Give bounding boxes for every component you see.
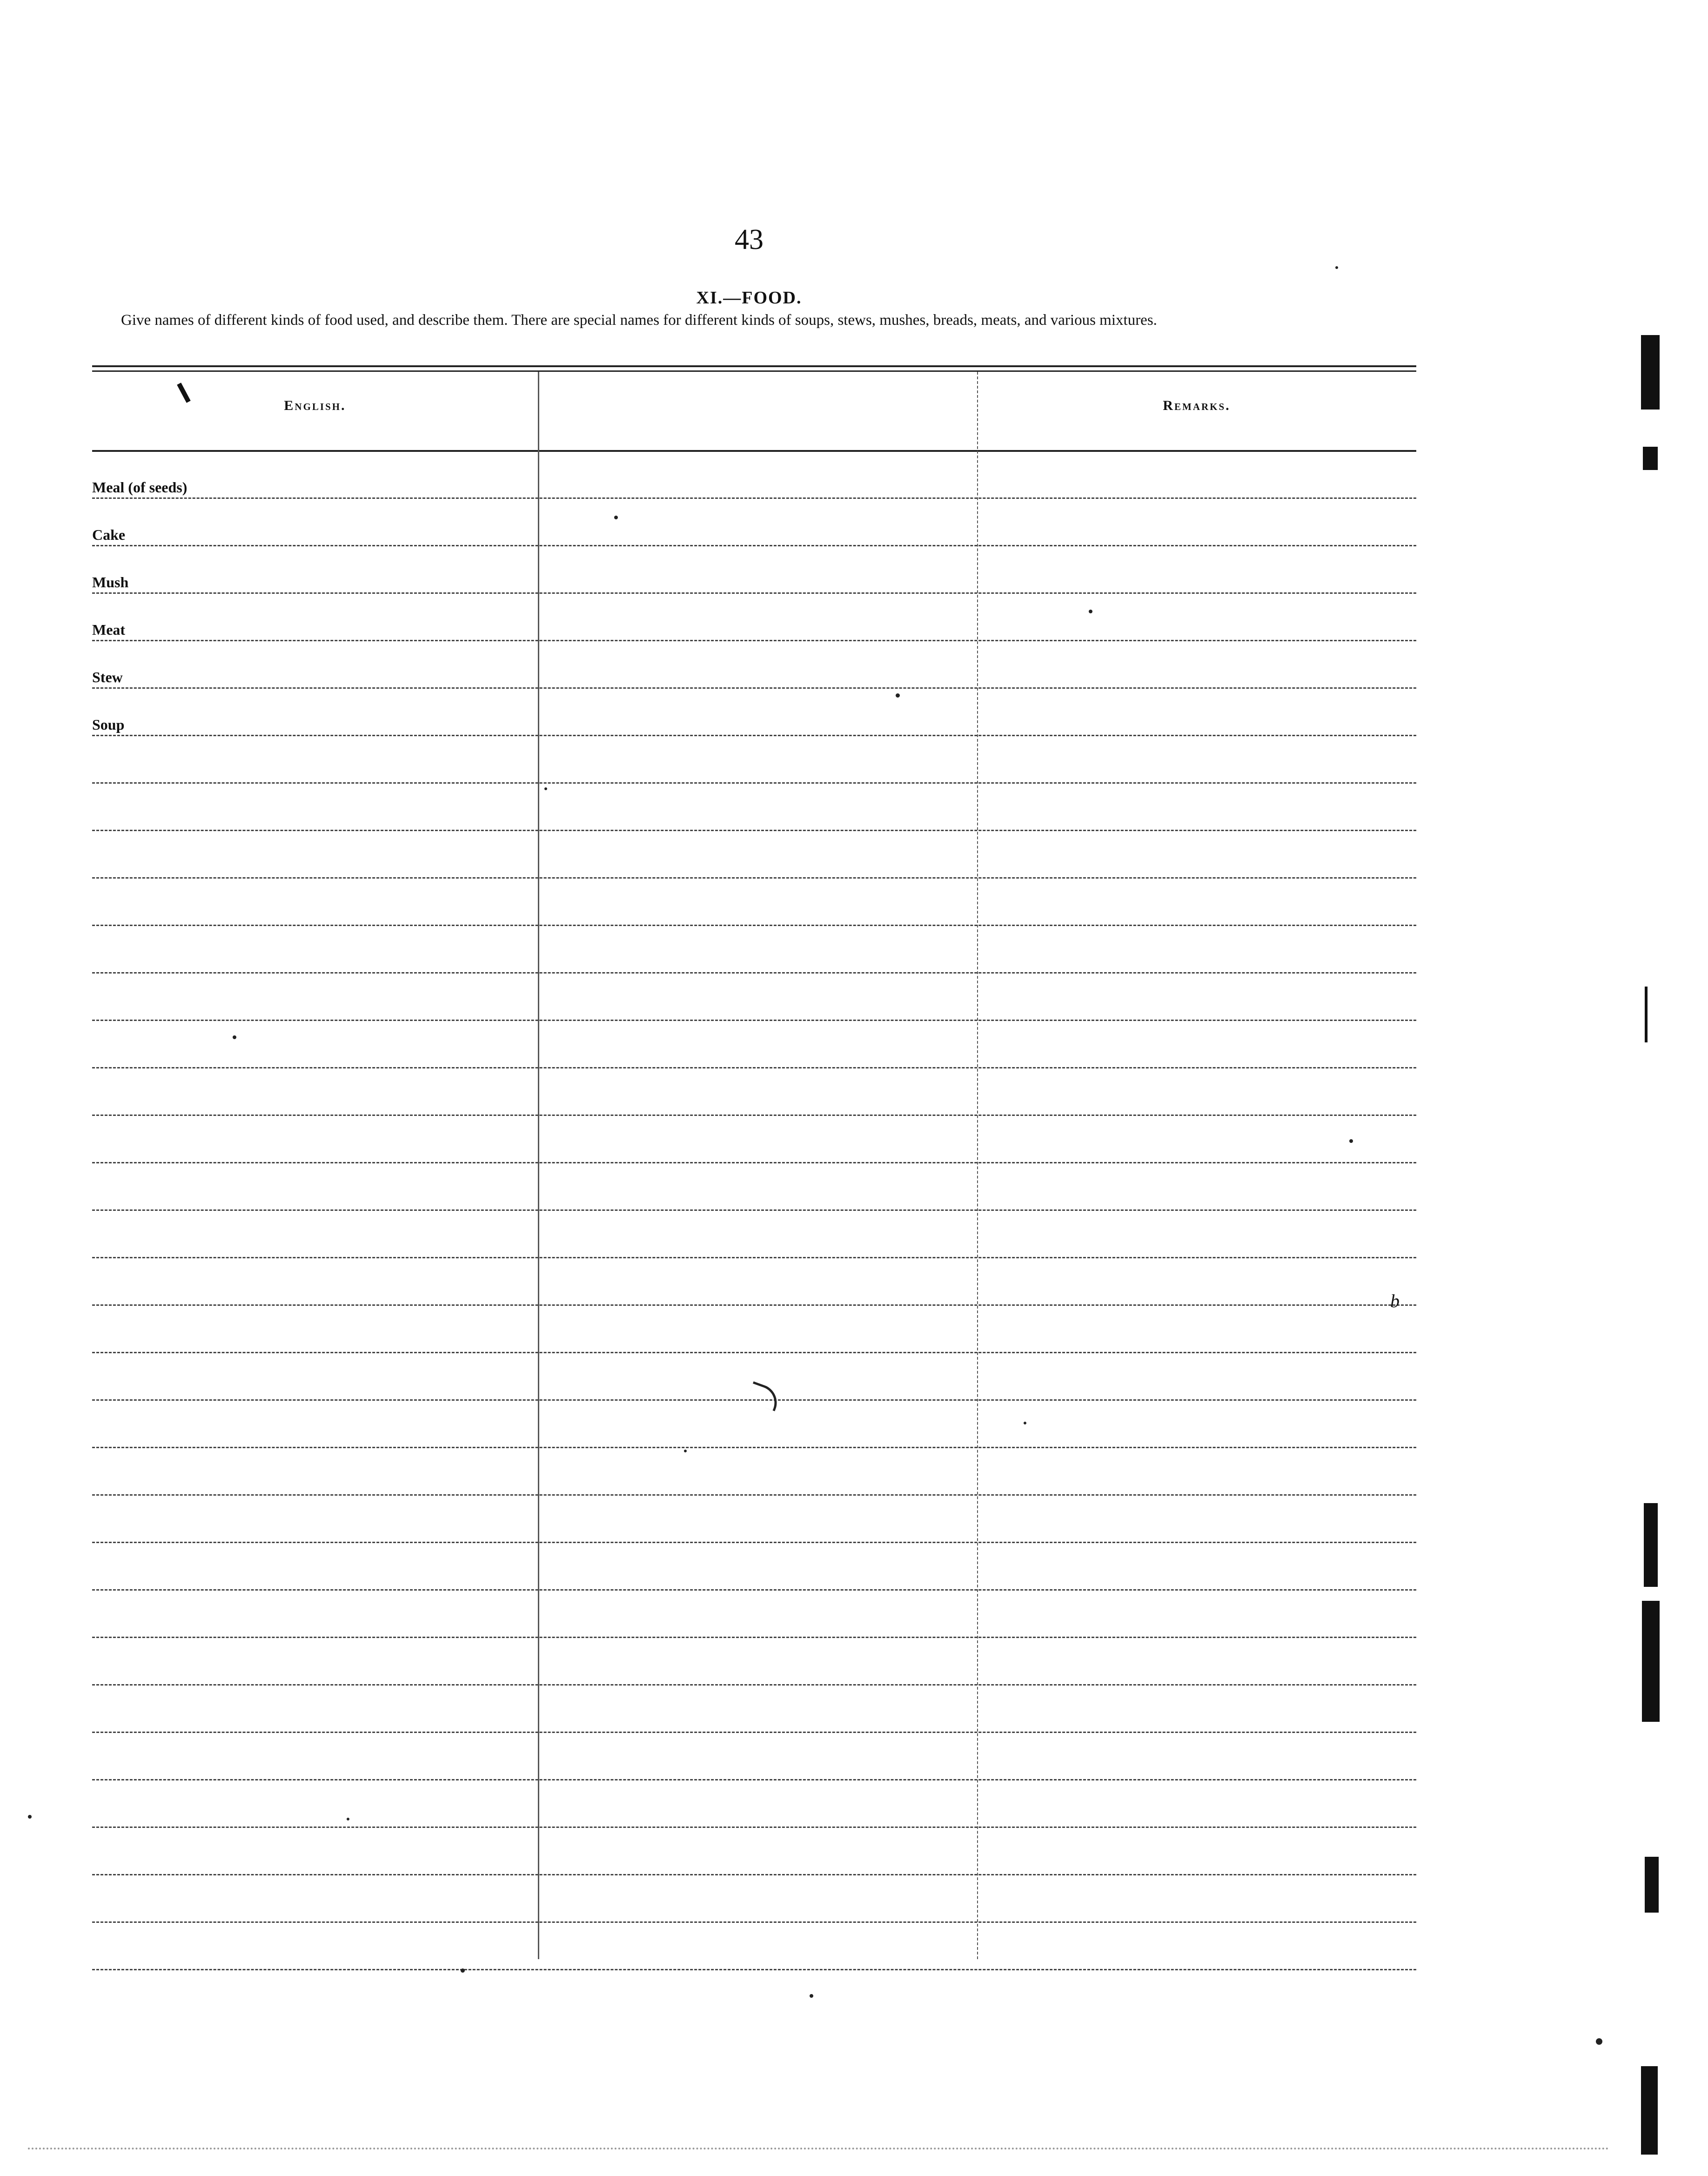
food-table (92, 365, 1416, 1959)
table-row (92, 499, 1416, 546)
row-label: Cake (92, 526, 128, 544)
scan-speck (1335, 266, 1338, 269)
table-row (92, 1591, 1416, 1638)
table-row (92, 1686, 1416, 1733)
row-label: Meal (of seeds) (92, 479, 190, 496)
table-row (92, 546, 1416, 594)
scan-speck (233, 1035, 236, 1039)
row-label: Stew (92, 669, 126, 686)
scan-speck (347, 1818, 349, 1820)
table-row (92, 831, 1416, 879)
scan-speck (1349, 1139, 1353, 1143)
scan-edge-strip (1631, 93, 1663, 2169)
remarks-column-header: Remarks. (1163, 398, 1231, 413)
table-row (92, 1448, 1416, 1496)
marginal-note: b (1390, 1290, 1400, 1311)
instructions-text: Give names of different kinds of food used, and describe them. There are special names for different kinds of soups, stews, mushes, breads, meats, and various mixtures. (121, 312, 1157, 329)
scan-speck (684, 1450, 687, 1452)
table-row (92, 1211, 1416, 1258)
table-row (92, 1543, 1416, 1591)
english-column-header: English. (284, 398, 346, 413)
table-row (92, 594, 1416, 641)
table-row (92, 641, 1416, 689)
table-row (92, 926, 1416, 974)
table-row (92, 1733, 1416, 1780)
scan-speck (28, 1815, 32, 1819)
table-row (92, 451, 1416, 499)
scan-speck (810, 1994, 813, 1998)
table-row (92, 1068, 1416, 1116)
table-row (92, 1496, 1416, 1543)
scan-speck (1024, 1422, 1026, 1424)
scan-speck (544, 787, 547, 790)
table-row (92, 784, 1416, 831)
table-row (92, 1258, 1416, 1306)
table-row (92, 1828, 1416, 1875)
row-label: Soup (92, 716, 127, 733)
table-row (92, 1875, 1416, 1923)
table-row (92, 1163, 1416, 1211)
table-row (92, 736, 1416, 784)
table-row (92, 1638, 1416, 1686)
scan-speck (896, 693, 900, 698)
table-row (92, 1923, 1416, 1970)
table-row (92, 1116, 1416, 1163)
scan-noise-bottom (28, 2148, 1610, 2149)
scan-speck (1596, 2038, 1602, 2045)
table-row (92, 689, 1416, 736)
scan-speck (461, 1968, 465, 1973)
scan-speck (1089, 610, 1092, 613)
row-label: Meat (92, 621, 128, 638)
table-row (92, 1306, 1416, 1353)
table-row (92, 1021, 1416, 1068)
table-row (92, 879, 1416, 926)
table-row (92, 1401, 1416, 1448)
table-row (92, 974, 1416, 1021)
scan-speck (614, 516, 618, 519)
page-number: 43 (735, 224, 764, 255)
section-title: XI.—FOOD. (696, 288, 802, 308)
table-row (92, 1780, 1416, 1828)
row-dotted-rule (92, 1969, 1416, 1970)
table-top-double-rule (92, 365, 1416, 372)
row-label: Mush (92, 574, 131, 591)
